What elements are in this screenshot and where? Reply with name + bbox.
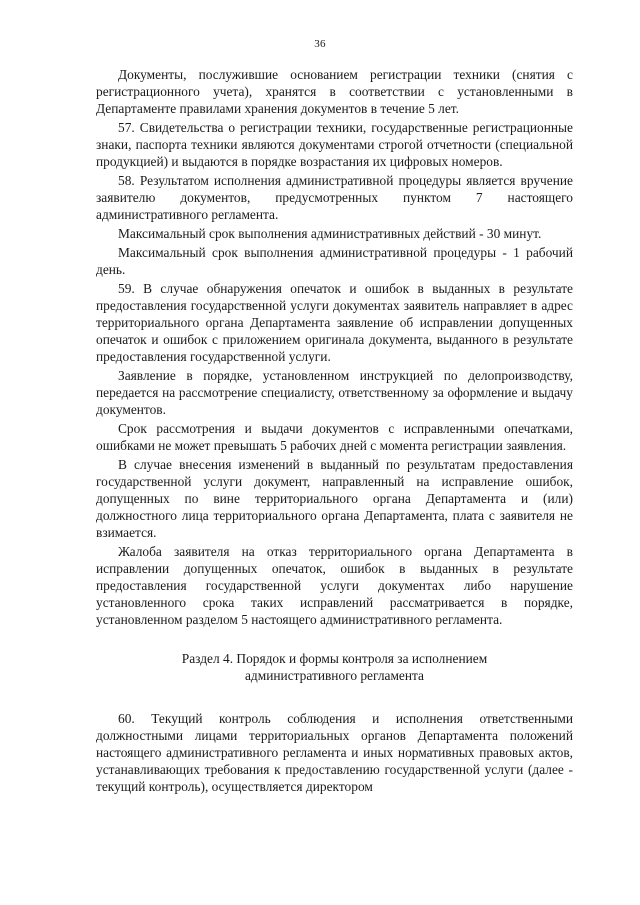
paragraph-60: 60. Текущий контроль соблюдения и исполнения ответственными должностными лицами территориальных органов Департамента положений настоящего административного регламента и иных нормативных правовых актов, устанавливающих требования к предоставлению государственной услуги (далее - текущий контроль), осуществляется директором xyxy=(96,711,573,794)
section-heading-line-1: Раздел 4. Порядок и формы контроля за исполнением xyxy=(181,651,488,666)
section-heading-line-2: административного регламента xyxy=(244,668,424,683)
paragraph-59: 59. В случае обнаружения опечаток и ошибок в выданных в результате предоставления государственной услуги документах заявитель направляет в адрес территориального органа Департамента заявление об исправлении допущенных опечаток и ошибок с приложением оригинала документа, выданного в результате предоставления государственной услуги. xyxy=(96,281,573,364)
paragraph-documents-storage: Документы, послужившие основанием регистрации техники (снятия с регистрационного учета), хранятся в соответствии с установленными в Департаменте правилами хранения документов в течение 5 лет. xyxy=(96,67,573,116)
paragraph-max-time-procedure: Максимальный срок выполнения административной процедуры - 1 рабочий день. xyxy=(96,245,573,277)
paragraph-no-fee: В случае внесения изменений в выданный по результатам предоставления государственной услуги документ, направленный на исправление ошибок, допущенных по вине территориального органа Департамента и (или) должностного лица территориального органа Департамента, плата с заявителя не взимается. xyxy=(96,457,573,540)
document-body xyxy=(96,66,573,797)
section-heading xyxy=(96,650,573,684)
paragraph-58: 58. Результатом исполнения административной процедуры является вручение заявителю документов, предусмотренных пунктом 7 настоящего административного регламента. xyxy=(96,173,573,222)
paragraph-57: 57. Свидетельства о регистрации техники, государственные регистрационные знаки, паспорта техники являются документами строгой отчетности (специальной продукцией) и выдаются в порядке возрастания их цифровых номеров. xyxy=(96,120,573,169)
paragraph-application-review: Заявление в порядке, установленном инструкцией по делопроизводству, передается на рассмотрение специалисту, ответственному за оформление и выдачу документов. xyxy=(96,368,573,417)
paragraph-max-time-actions: Максимальный срок выполнения административных действий - 30 минут. xyxy=(118,226,542,241)
paragraph-review-deadline: Срок рассмотрения и выдачи документов с исправленными опечатками, ошибками не может превышать 5 рабочих дней с момента регистрации заявления. xyxy=(96,421,573,453)
paragraph-complaint: Жалоба заявителя на отказ территориального органа Департамента в исправлении допущенных опечаток, ошибок в выданных в результате предоставления государственной услуги документах либо нарушение установленного срока таких исправлений рассматривается в порядке, установленном разделом 5 настоящего административного регламента. xyxy=(96,544,573,627)
page-number: 36 xyxy=(314,38,326,50)
